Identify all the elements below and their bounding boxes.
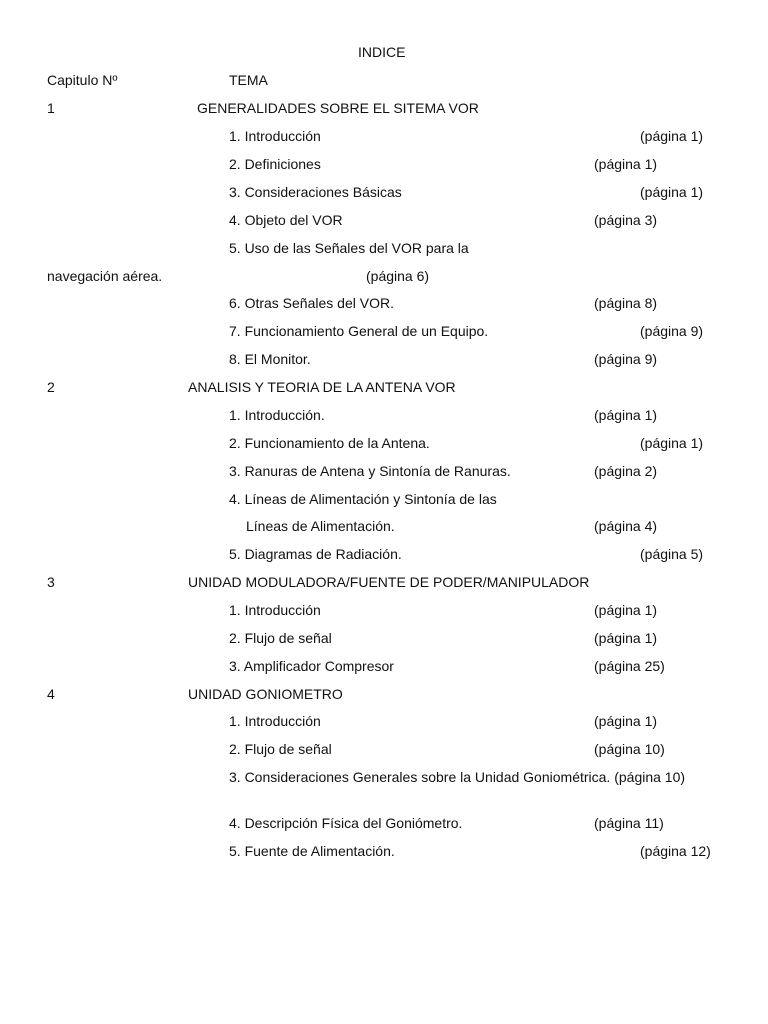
toc-page: (página 4) xyxy=(594,518,658,534)
chapter-title: UNIDAD MODULADORA/FUENTE DE PODER/MANIPULADOR xyxy=(188,574,590,590)
toc-page: (página 5) xyxy=(640,546,704,562)
toc-entry: 5. Diagramas de Radiación. xyxy=(229,546,402,562)
toc-entry: 1. Introducción xyxy=(229,713,321,729)
toc-entry: 7. Funcionamiento General de un Equipo. xyxy=(229,323,489,339)
toc-entry: 1. Introducción xyxy=(229,602,321,618)
chapter-title: ANALISIS Y TEORIA DE LA ANTENA VOR xyxy=(188,379,456,395)
toc-entry: 3. Consideraciones Generales sobre la Unidad Goniométrica. (página 10) xyxy=(229,769,686,785)
toc-page: (página 1) xyxy=(594,156,658,172)
toc-entry: 5. Fuente de Alimentación. xyxy=(229,843,395,859)
toc-entry: 3. Amplificador Compresor xyxy=(229,658,394,674)
toc-page: (página 8) xyxy=(594,295,658,311)
toc-page: (página 11) xyxy=(594,815,664,831)
toc-entry: 3. Ranuras de Antena y Sintonía de Ranuras. xyxy=(229,463,511,479)
chapter-number: 1 xyxy=(47,100,55,116)
toc-entry: 2. Flujo de señal xyxy=(229,630,332,646)
toc-entry: 1. Introducción xyxy=(229,128,321,144)
toc-entry: 5. Uso de las Señales del VOR para la xyxy=(229,240,469,256)
toc-page: (página 1) xyxy=(594,602,658,618)
toc-entry: 2. Flujo de señal xyxy=(229,741,332,757)
toc-entry: 3. Consideraciones Básicas xyxy=(229,184,402,200)
toc-page: (página 1) xyxy=(594,713,658,729)
toc-page: (página 1) xyxy=(640,435,704,451)
toc-page: (página 1) xyxy=(594,407,658,423)
toc-entry-continuation: navegación aérea. xyxy=(47,268,163,284)
toc-page: (página 1) xyxy=(594,630,658,646)
header-capitulo: Capitulo Nº xyxy=(47,72,118,88)
toc-entry: 4. Objeto del VOR xyxy=(229,212,343,228)
toc-page: (página 9) xyxy=(640,323,704,339)
page-title: INDICE xyxy=(358,44,406,60)
toc-entry-continuation: Líneas de Alimentación. xyxy=(246,518,395,534)
toc-entry: 2. Funcionamiento de la Antena. xyxy=(229,435,430,451)
toc-page: (página 25) xyxy=(594,658,665,674)
toc-entry: 8. El Monitor. xyxy=(229,351,311,367)
toc-entry: 2. Definiciones xyxy=(229,156,321,172)
toc-entry: 4. Descripción Física del Goniómetro. xyxy=(229,815,463,831)
toc-page: (página 3) xyxy=(594,212,658,228)
toc-page: (página 9) xyxy=(594,351,658,367)
toc-page: (página 2) xyxy=(594,463,658,479)
toc-entry: 1. Introducción. xyxy=(229,407,325,423)
chapter-title: UNIDAD GONIOMETRO xyxy=(188,686,343,702)
header-tema: TEMA xyxy=(229,72,268,88)
toc-page: (página 1) xyxy=(640,128,704,144)
toc-page: (página 10) xyxy=(594,741,665,757)
chapter-number: 2 xyxy=(47,379,55,395)
toc-entry: 4. Líneas de Alimentación y Sintonía de las xyxy=(229,491,497,507)
chapter-title: GENERALIDADES SOBRE EL SITEMA VOR xyxy=(197,100,479,116)
toc-page: (página 1) xyxy=(640,184,704,200)
toc-page: (página 12) xyxy=(640,843,711,859)
chapter-number: 4 xyxy=(47,686,55,702)
toc-entry: 6. Otras Señales del VOR. xyxy=(229,295,394,311)
chapter-number: 3 xyxy=(47,574,55,590)
toc-page: (página 6) xyxy=(366,268,430,284)
